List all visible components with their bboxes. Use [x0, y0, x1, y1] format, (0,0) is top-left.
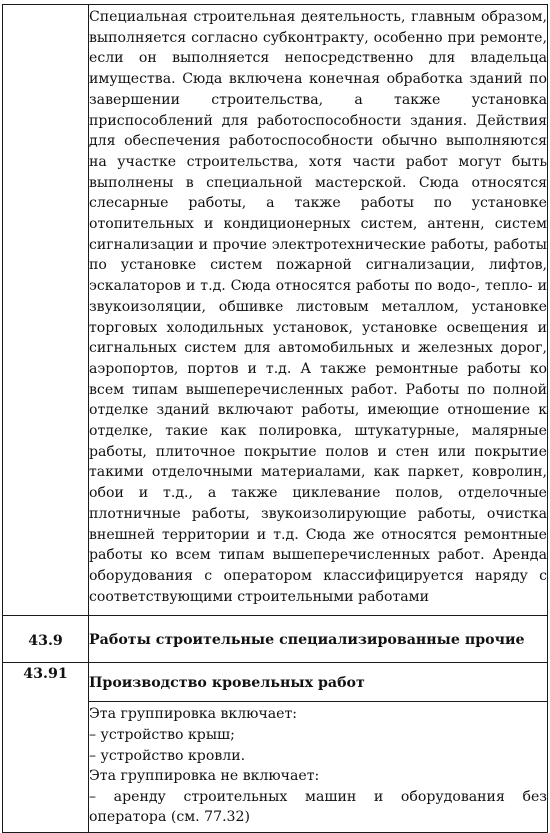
- intro-text-cell: [89, 5, 548, 616]
- group-row-43-9: [3, 616, 548, 663]
- includes-item: – устройство крыш;: [89, 726, 235, 743]
- subgroup-desc-cell: [89, 702, 548, 833]
- intro-paragraph: Специальная строительная деятельность, главным образом, выполняется согласно субконтракту, особенно при ремонте, если он выполняется непосредственно для владельца имущества. Сюда включена конечная обработка зданий по завершении строительства, а также установка приспособлений для работоспособности здания. Действия для обеспечения работоспособности обычно выполняются на участке строительства, хотя части работ могут быть выполнены в специальной мастерской. Сюда относятся слесарные работы, а также работы по установке отопительных и кондиционерных систем, антенн, систем сигнализации и прочие электротехнические работы, работы по установке систем пожарной сигнализации, лифтов, эскалаторов и т.д. Сюда относятся работы по водо-, тепло- и звукоизоляции, обшивке листовым металлом, установке торговых холодильных установок, установке освещения и сигнальных систем для автомобильных и железных дорог, аэропортов, портов и т.д. А также ремонтные работы ко всем типам вышеперечисленных работ. Работы по полной отделке зданий включают работы, имеющие отношение к отделке, такие как полировка, штукатурные, малярные работы, плиточное покрытие полов и стен или покрытие такими отделочными материалами, как паркет, ковролин, обои и т.д., а также циклевание полов, отделочные плотничные работы, звукоизолирующие работы, очистка внешней территории и т.д. Сюда же относятся ремонтные работы ко всем типам вышеперечисленных работ. Аренда оборудования с оператором классифицируется наряду с соответствующими строительными работами: [89, 9, 547, 605]
- classification-table: [2, 4, 548, 833]
- subgroup-code-cell: [3, 663, 89, 833]
- group-code-cell: [3, 616, 89, 663]
- excludes-heading: Эта группировка не включает:: [89, 768, 320, 785]
- subgroup-title: Производство кровельных работ: [89, 674, 365, 691]
- group-title: Работы строительные специализированные прочие: [89, 631, 525, 648]
- intro-row: [3, 5, 548, 616]
- group-title-cell: [89, 616, 548, 663]
- subgroup-title-cell: [89, 663, 548, 702]
- includes-heading: Эта группировка включает:: [89, 706, 298, 723]
- subgroup-description: [89, 702, 547, 832]
- group-code: 43.9: [28, 632, 63, 649]
- subgroup-code: 43.91: [23, 666, 68, 683]
- subgroup-title-row: [3, 663, 548, 702]
- includes-item: – устройство кровли.: [89, 747, 246, 764]
- excludes-item: – аренду строительных машин и оборудования без оператора (см. 77.32): [89, 788, 547, 826]
- intro-code-cell: [3, 5, 89, 616]
